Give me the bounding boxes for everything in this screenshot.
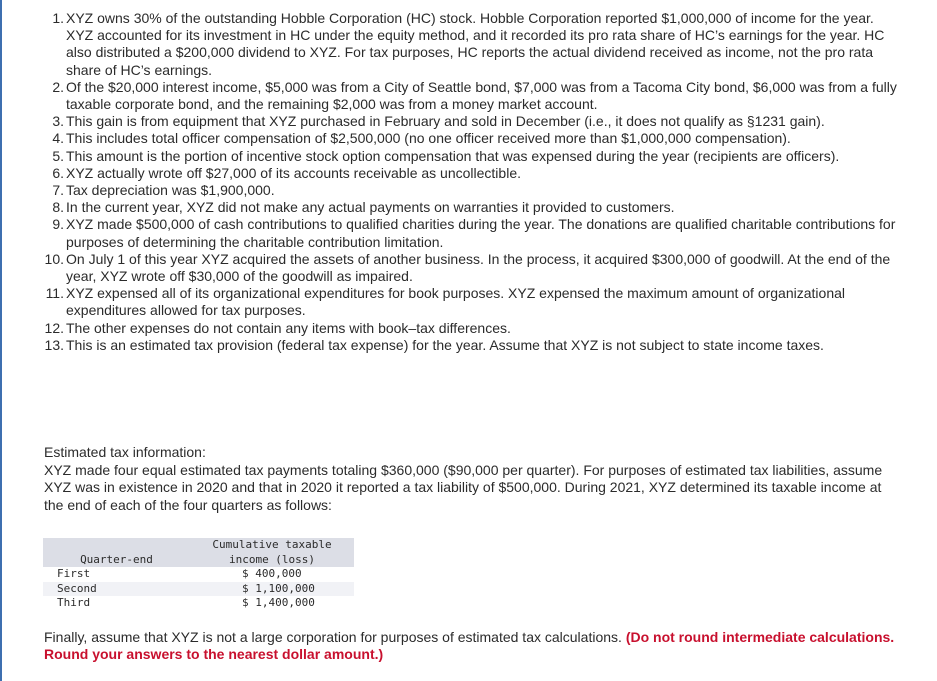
- note-text: This is an estimated tax provision (federal tax expense) for the year. Assume that XYZ is not subject to state income taxes.: [66, 336, 824, 353]
- income-cell: $ 1,400,000: [190, 596, 354, 611]
- note-number: 8.: [52, 199, 64, 216]
- rounding-instruction: (Do not round intermediate calculations. Round your answers to the nearest dollar amount.): [44, 629, 895, 663]
- note-4: [44, 130, 904, 147]
- footnotes-list: [44, 10, 904, 354]
- cumulative-income-header: [190, 538, 354, 567]
- table-row: [43, 582, 354, 597]
- note-number: 11.: [45, 285, 64, 302]
- note-number: 5.: [52, 147, 64, 164]
- income-cell: $ 400,000: [190, 567, 354, 582]
- note-2: [44, 79, 904, 113]
- note-12: [44, 320, 904, 337]
- header-line-2: income (loss): [228, 552, 316, 566]
- table-row: [43, 567, 354, 582]
- note-11: [44, 285, 904, 319]
- quarter-cell: First: [43, 567, 190, 582]
- note-text: This gain is from equipment that XYZ purchased in February and sold in December (i.e., it does not qualify as §1231 gain).: [66, 113, 825, 130]
- quarter-cell: Second: [43, 582, 190, 597]
- final-text: Finally, assume that XYZ is not a large corporation for purposes of estimated tax calculations.: [44, 629, 626, 645]
- table-row: [43, 596, 354, 611]
- note-text: The other expenses do not contain any items with book–tax differences.: [66, 319, 511, 336]
- note-text: XYZ made $500,000 of cash contributions to qualified charities during the year. The donations are qualified charitable contributions for purposes of determining the charitable contribution limitation.: [66, 216, 896, 250]
- note-text: XYZ actually wrote off $27,000 of its accounts receivable as uncollectible.: [66, 164, 521, 181]
- estimated-tax-paragraph: XYZ made four equal estimated tax payments totaling $360,000 ($90,000 per quarter). For purposes of estimated tax liabilities, assume XYZ was in existence in 2020 and that in 2020 it reported a tax liability of $500,000. During 2021, XYZ determined its taxable income at the end of each of the four quarters as follows:: [44, 462, 883, 513]
- estimated-tax-heading: Estimated tax information:: [44, 444, 206, 460]
- note-number: 10.: [44, 250, 64, 267]
- quarter-cell: Third: [43, 596, 190, 611]
- income-cell: $ 1,100,000: [190, 582, 354, 597]
- note-6: [44, 165, 904, 182]
- note-9: [44, 216, 904, 250]
- quarter-income-table: [43, 538, 354, 611]
- note-number: 3.: [52, 113, 64, 130]
- left-border-rule: [0, 0, 2, 681]
- note-7: [44, 182, 904, 199]
- note-1: [44, 10, 904, 79]
- note-number: 12.: [44, 319, 64, 336]
- note-number: 1.: [52, 10, 64, 26]
- note-text: On July 1 of this year XYZ acquired the assets of another business. In the process, it acquired $300,000 of goodwill. At the end of the year, XYZ wrote off $30,000 of the goodwill as impaired.: [66, 250, 891, 285]
- note-13: [44, 337, 904, 354]
- note-text: In the current year, XYZ did not make any actual payments on warranties it provided to customers.: [66, 199, 675, 216]
- final-assumption: [44, 629, 904, 664]
- note-5: [44, 148, 904, 165]
- quarter-end-header: Quarter-end: [43, 538, 190, 567]
- note-text: This includes total officer compensation of $2,500,000 (no one officer received more than $1,000,000 compensation).: [66, 130, 791, 147]
- note-number: 7.: [52, 182, 64, 199]
- header-line-1: Cumulative taxable: [212, 538, 332, 551]
- note-number: 4.: [52, 130, 64, 147]
- note-10: [44, 251, 904, 285]
- note-8: [44, 199, 904, 216]
- note-number: 6.: [52, 164, 64, 181]
- note-text: XYZ owns 30% of the outstanding Hobble Corporation (HC) stock. Hobble Corporation reported $1,000,000 of income for the year. XYZ accounted for its investment in HC under the equity method, and it recorded its pro rata share of HC’s earnings for the year. HC also distributed a $200,000 dividend to XYZ. For tax purposes, HC reports the actual dividend received as income, not the pro rata share of HC’s earnings.: [66, 10, 885, 78]
- note-number: 9.: [52, 216, 64, 233]
- note-text: This amount is the portion of incentive stock option compensation that was expensed during the year (recipients are officers).: [66, 147, 840, 164]
- table-header-row: [43, 538, 354, 567]
- note-number: 13.: [44, 336, 64, 353]
- note-text: Tax depreciation was $1,900,000.: [66, 182, 275, 199]
- note-text: XYZ expensed all of its organizational expenditures for book purposes. XYZ expensed the maximum amount of organizational expenditures allowed for tax purposes.: [66, 285, 845, 319]
- note-3: [44, 113, 904, 130]
- note-text: Of the $20,000 interest income, $5,000 was from a City of Seattle bond, $7,000 was from a Tacoma City bond, $6,000 was from a fully taxable corporate bond, and the remaining $2,000 was from a money market account.: [66, 78, 897, 113]
- note-number: 2.: [52, 78, 64, 95]
